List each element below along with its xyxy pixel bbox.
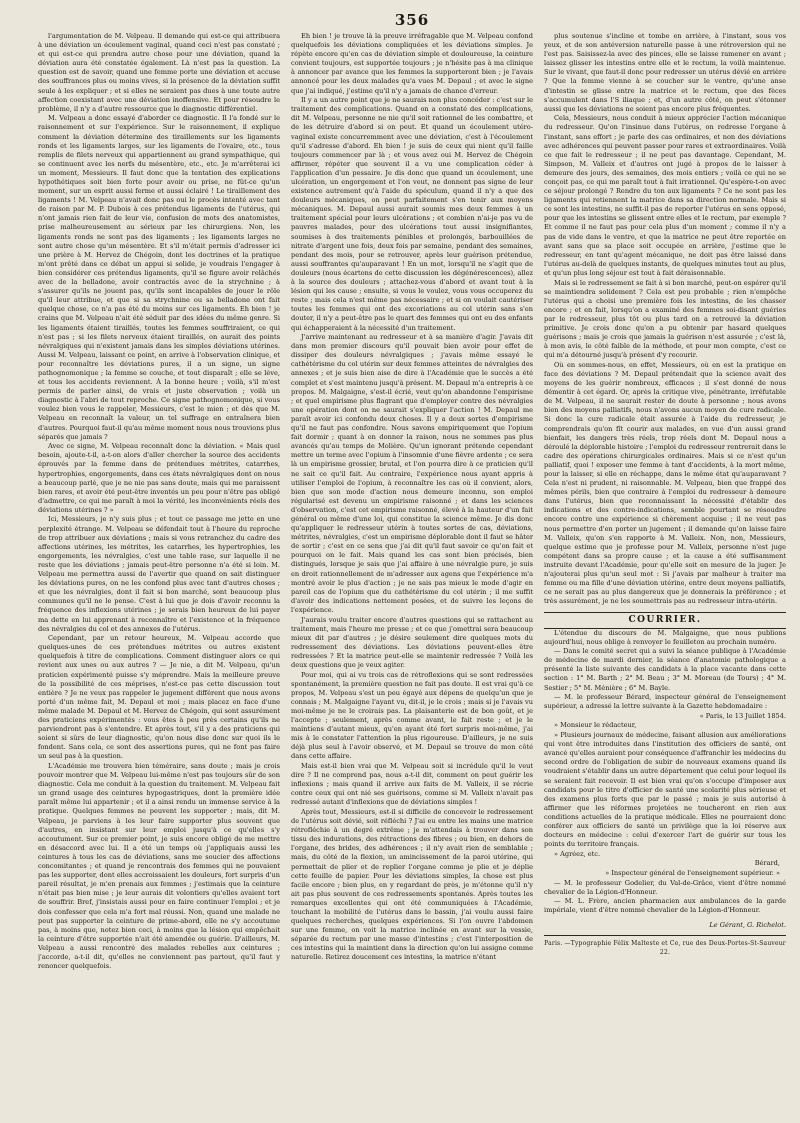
- paragraph: Mais est-il bien vrai que M. Velpeau soit si incrédule qu'il le veut dire ? Il ne comprend pas, nous a-t-il dit, comment on peut guérir les inflexions ; mais quand il arrive aux faits de M. Valleix, il se récrie contre ceux qui ont nié ses guérisons, comme si M. Valleix n'avait pas redressé autant d'inflexions que de déviations simples !: [291, 762, 533, 807]
- courrier-heading: COURRIER.: [544, 612, 786, 628]
- paragraph: Après tout, Messieurs, est-il si difficile de concevoir le redressement de l'utérus soit dévié, soit réfléchi ? J'ai eu entre les mains une matrice rétrofléchie à un degré extrême ; je m'attendais à trouver dans son tissu des indurations, des rétractions des fibres ; ou bien, en dehors de l'organe, des brides, des adhérences ; il n'y avait rien de semblable ; mais, du côté de la flexion, un amincissement de la paroi utérine, qui permettait de plier et de replier l'organe comme je plie et je déplie cette feuille de papier. Pour les déviations simples, la chose est plus facile encore ; bien plus, en y regardant de près, je m'étonne qu'il n'y ait pas plus souvent de ces redressements spontanés. Après toutes les remarques excellentes qui ont été communiquées à l'Académie, touchant la mobilité de l'utérus dans le bassin, j'ai voulu aussi faire quelques recherches, quelques expériences. Si l'on ouvre l'abdomen sur une femme, on voit la matrice inclinée en avant sur la vessie, séparée du rectum par une masse d'intestins ; c'est l'interposition de ces intestins qui la maintient dans la direction qu'on lui assigne comme naturelle. Retirez doucement ces intestins, la matrice n'étant: [291, 807, 533, 962]
- letter-closing: » Agréez, etc.: [554, 849, 601, 858]
- paragraph: J'aurais voulu traiter encore d'autres questions qui se rattachent au traitement, mais l'heure me presse ; et ce que j'omettrai sera beaucoup mieux dit par d'autres ; je désire seulement dire quelques mots du redressement des déviations. Les déviations peuvent-elles être redressées ? Et la matrice peut-elle se maintenir redressée ? Voilà les deux questions que je veux agiter.: [291, 615, 533, 669]
- printer-imprint: Paris. —Typographie Félix Malteste et Ce, rue des Deux-Portes-St-Sauveur 22.: [544, 935, 786, 957]
- paragraph: Où en sommes-nous, en effet, Messieurs, où en est la pratique en face des déviations ? M. Depaul prétendait que la science avait des moyens de les guérir nombreux, efficaces ; il s'est donné de nous démentir à cet égard. Or, après la critique vive, pénétrante, irréfutable de M. Velpeau, il ne saurait rester de doute à personne ; nous avons bien des moyens palliatifs, nous n'avons aucun moyen de cure radicale. Si donc la cure radicale était assurée à l'aide du redresseur, je comprendrais qu'on fît courir aux malades, en vue d'un aussi grand bienfait, les dangers très réels, trop réels dont M. Depaul nous a déroulé la déplorable histoire ; l'emploi du redresseur rentrerait dans le cadre des opérations chirurgicales ordinaires. Mais si ce n'est qu'un palliatif, quoi ! exposer une femme à tant d'accidents, à la mort même, pour la laisser, si elle en réchappe, dans le même état qu'auparavant ? Cela n'est ni prudent, ni raisonnable. M. Velpeau, bien que frappé des mêmes périls, bien que contraire à l'emploi du redresseur à demeure dans l'utérus, bien que reconnaissant la nécessité d'établir des indications et des contre-indications, semble pourtant se résoudre encore contre une expérience si chèrement acquise ; il ne veut pas nous permettre d'en porter un jugement ; il demande qu'on laisse faire M. Valleix, qu'on s'en rapporte à M. Valleix. Non, non, Messieurs, quelque estime que je professe pour M. Valleix, personne n'est juge compétent dans sa propre cause ; et la cause a été suffisamment instruite devant l'Académie, pour qu'elle soit en mesure de la juger. Je n'ajouterai plus qu'un seul mot : Si j'avais par malheur à traiter ma femme ou ma fille d'une déviation utérine, entre deux moyens palliatifs, ce ne serait pas au plus dangereux que je donnerais la préférence ; et très assurément, je ne les soumettrais pas au redresseur intra-utérin.: [544, 360, 786, 606]
- column-right: [544, 32, 786, 1117]
- paragraph: J'arrive maintenant au redresseur et à sa manière d'agir. J'avais dit dans mon premier discours qu'il pouvait bien avoir pour effet de dissiper des douleurs névralgiques ; j'avais même essayé le cathétérisme du col utérin sur deux femmes atteintes de névralgies des annexes ; et je suis bien aise de dire à l'Académie que le succès a été complet et s'est maintenu jusqu'à présent. M. Depaul m'a entrepris à ce propos. M. Malgaigne, s'est-il écrié, veut qu'on abandonne l'empirisme ; et quel empirisme plus flagrant que d'employer contre des névralgies une opération dont on ne saurait s'expliquer l'action ! M. Depaul me paraît avoir ici confondu deux choses. Il y a deux sortes d'empirisme qu'il ne faut pas confondre. Nous savons empiriquement que l'opium fait dormir ; quant à en donner la raison, nous ne sommes pas plus avancés qu'au temps de Molière. Qu'un ignorant prétende cependant mettre un terme avec l'opium à l'insomnie d'une fièvre ardente ; ce sera là un empirisme grossier, brutal, et l'on pourra dire à ce praticien qu'il ne sait ce qu'il fait. Au contraire, l'expérience nous ayant appris à utiliser l'emploi de l'opium, à reconnaître les cas où il convient, alors, bien que son mode d'action nous demeure inconnu, son emploi régularisé est devenu un empirisme raisonné ; et dans les sciences d'observation, c'est cet empirisme raisonné, élevé à la hauteur d'un fait général ou même d'une loi, qui constitue la science même. Je dis donc qu'appliquer le redresseur utérin à toutes sortes de cas, déviations, métrites, névralgies, c'est un empirisme déplorable dont il faut se hâter de sortir ; c'est en ce sens que j'ai dit qu'il faut savoir ce qu'on fait et pourquoi on le fait. Mais quand les cas sont bien précisés, bien distingués, lorsque je sais que j'ai affaire à une névralgie pure, je suis en droit rationnellement de m'adresser aux agens que l'expérience m'a montré avoir le plus d'action ; je ne sais pas mieux le mode d'agir en pareil cas de l'opium que du cathétérisme du col utérin ; il me suffit d'avoir des indications nettement posées, et de suivre les leçons de l'expérience.: [291, 333, 533, 614]
- column-left: [38, 32, 280, 1117]
- column-middle: [291, 32, 533, 1117]
- courrier-paragraph: — M. le professeur Bérard, inspecteur général de l'enseignement supérieur, a adressé la lettre suivante à la Gazette hebdomadaire :: [544, 693, 786, 711]
- paragraph: Mais si le redressement se fait à si bon marché, peut-on espérer qu'il se maintiendra solidement ? Cela est peu probable ; rien n'empêche l'utérus qui a choisi une première fois les intestins, de les chasser encore ; et en fait, lorsqu'on a examiné des femmes soi-disant guéries par le redresseur, plus tôt ou plus tard on a retrouvé la déviation primitive. Je crois donc qu'on a pu obtenir par hasard quelques guérisons ; mais je crois que jamais la guérison n'est assurée ; c'est là, à mon avis, le côté faible de la méthode, et pour mon compte, c'est ce qui m'a détourné jusqu'à présent d'y recourir.: [544, 278, 786, 360]
- paragraph: Avec ce signe, M. Velpeau reconnaît donc la déviation. « Mais quel besoin, ajoute-t-il, a-t-on alors d'aller chercher la source des accidents éprouvés par la femme dans de prétendues métrites, catarrhes, hypertrophies, engorgements, dans ces états névralgiques dont on nous a beaucoup parlé, que je ne nie pas sans doute, mais qui me paraissent bien rares, et avoir été peut-être inventés un peu pour n'être pas obligé d'admettre, ce qui me paraît à moi la vérité, les inconvénients réels des déviations utérines ? »: [38, 442, 280, 514]
- paragraph: Pour moi, qui ai vu trois cas de rétroflexions qui se sont redressées spontanément, la première question ne fait pas doute. Il est vrai qu'à ce propos, M. Velpeau s'est un peu égayé aux dépens de quelqu'un que je connais ; M. Malgaigne l'ayant vu, dit-il, je le crois ; mais si je l'avais vu moi-même je ne le croirais pas. La plaisanterie est de bon goût, et je l'accepte ; seulement, après comme avant, le fait reste ; et je le maintiens d'autant mieux, qu'en ayant été fort surpris moi-même, j'ai mis à le constater l'attention la plus rigoureuse. D'ailleurs, je ne suis déjà plus seul à l'avoir observé, et M. Depaul se trouve de mon côté dans cette affaire.: [291, 670, 533, 761]
- paragraph: L'Académie me trouvera bien téméraire, sans doute ; mais je crois pouvoir montrer que M. Velpeau lui-même n'est pas toujours sûr de son diagnostic. Cela me conduit à la question du traitement. M. Velpeau fait un grand usage des ceintures hypogastriques, dont la première idée paraît même lui appartenir ; et il a ainsi rendu un immense service à la pratique. Quelques femmes ne peuvent les supporter ; mais, dit M. Velpeau, je parviens à les leur faire supporter plus souvent que d'autres, en insistant sur leur emploi jusqu'à ce qu'elles s'y accoutument. Sur ce premier point, je suis encore obligé de me mettre en désaccord avec lui. Il a été un temps où j'appliquais aussi les ceintures à tous les cas de déviations, sans me soucier des affections concomitantes ; et quand je rencontrais des femmes qui ne pouvaient pas les supporter, dont elles accroissaient les douleurs, fort surpris d'un pareil résultat, je m'en prenais aux femmes ; j'estimais que la ceinture n'était pas bien mise ; je leur aurais dit volontiers qu'elles avaient tort de souffrir. Bref, j'insistais aussi pour en faire continuer l'emploi ; et je dois confesser que cela m'a fort mal réussi. Non, quand une malade ne peut pas supporter la ceinture de prime-abord, elle ne s'y accoutume pas, à moins que, notez bien ceci, à moins que la lésion qui empêchait la ceinture d'être supportée n'ait été amendée ou guérie. D'ailleurs, M. Velpeau a aussi rencontré des malades rebelles aux ceintures ; j'accorde, a-t-il dit, qu'elles ne conviennent pas partout, qu'il faut y renoncer quelquefois.: [38, 762, 280, 971]
- letter-title: » Inspecteur général de l'enseignement supérieur. »: [605, 868, 780, 877]
- paragraph: Eh bien ! je trouve là la preuve irréfragable que M. Velpeau confond quelquefois les déviations compliquées et les déviations simples. Je répète encore qu'en cas de déviation simple et douloureuse, la ceinture convient toujours, est supportée toujours ; je n'hésite pas à ma clinique à annoncer par avance que les femmes la supporteront bien ; je l'avais annoncé pour les deux malades qu'a vues M. Depaul ; et avec le signe que j'ai indiqué, j'estime qu'il n'y a jamais de chance d'erreur.: [291, 32, 533, 95]
- courrier-intro: L'étendue du discours de M. Malgaigne, que nous publions aujourd'hui, nous oblige à renvoyer le feuilleton au prochain numéro.: [544, 628, 786, 646]
- letter-body: » Plusieurs journaux de médecine, faisant allusion aux améliorations qui vont être introduites dans l'institution des officiers de santé, ont avancé qu'elles auraient pour conséquence d'affranchir les médecins du second ordre de l'obligation de subir de nouveaux examens quand ils voudraient s'établir dans un autre département que celui pour lequel ils se seraient fait recevoir. Il est bien vrai qu'on s'occupe d'imposer aux candidats pour le titre d'officier de santé une scolarité plus sérieuse et des examens plus forts que par le passé ; mais je suis autorisé à affirmer que les réformes projetées ne toucheront en rien aux conditions actuelles de la pratique médicale. Elles ne pourraient donc conférer aux officiers de santé un privilège que la loi réserve aux docteurs en médecine : celui d'exercer l'art de guérir sur tous les points du territoire français.: [544, 731, 786, 849]
- letter-salutation: » Monsieur le rédacteur,: [554, 721, 637, 730]
- paragraph: l'argumentation de M. Velpeau. Il demande qui est-ce qui attribuera à une déviation un écoulement vaginal, quand ceci n'est pas constaté ; et qui est-ce qui prendra autre chose pour une déviation, quand la déviation aura été constatée également. Là n'est pas la question. La question est de savoir, quand une femme porte une déviation et accuse des souffrances plus ou moins vives, si la présence de la déviation suffit seule à les expliquer ; et si elles ne seraient pas dues à une toute autre affection coexistant avec une déviation inoffensive. Et pour résoudre le problème, il n'y a d'autre ressource que le diagnostic différentiel.: [38, 32, 280, 113]
- gerant-signature: Le Gérant, G. Richelot.: [709, 921, 786, 930]
- note: — M. le professeur Godelier, du Val-de-Grâce, vient d'être nommé chevalier de la Légion-d'Honneur.: [544, 878, 786, 896]
- text-columns: [38, 32, 786, 1117]
- letter-date: « Paris, le 13 Juillet 1854.: [699, 711, 786, 720]
- letter-signature: Bérard,: [754, 859, 780, 868]
- paragraph: Ici, Messieurs, je n'y suis plus ; et tout ce passage me jette en une perplexité étrange. M. Velpeau se défendait tout à l'heure du reproche de trop attribuer aux déviations ; mais si vous retranchez du cadre des affections utérines, les métrites, les catarrhes, les hypertrophies, les engorgements, les névralgies, c'est une table rase, sur laquelle il ne reste que les déviations ; jamais peut-être personne n'a été si loin. M. Velpeau me permettra aussi de l'avertir que quand on sait distinguer les déviations pures, on ne les confond plus avec tant d'autres choses ; et que les névralgies, dont il fait si bon marché, sont beaucoup plus communes qu'il ne le pense. C'est à lui que je dois d'avoir reconnu la fréquence des inflexions utérines ; je serais bien heureux de lui payer ma dette en lui apprenant à reconnaître et l'existence et la fréquence des névralgies du col et des annexes de l'utérus.: [38, 515, 280, 633]
- courrier-paragraph: — Dans le comité secret qui a suivi la séance publique à l'Académie de médecine de mardi dernier, la séance d'anatomie pathologique a présenté la liste suivante des candidats à la place vacante dans cette section : 1° M. Barth ; 2° M. Beau ; 3° M. Moreau (de Tours) ; 4° M. Sestier ; 5° M. Ménière ; 6° M. Bayle.: [544, 647, 786, 692]
- paragraph: Cependant, par un retour heureux, M. Velpeau accorde que quelques-unes de ces prétendues métrites ou autres existent quelquefois à titre de complications. Comment distinguer alors ce qui revient aux unes ou aux autres ? — Je nie, a dit M. Velpeau, qu'un praticien expérimenté puisse s'y méprendre. Mais la meilleure preuve de la possibilité de ces méprises, n'est-ce pas cette discussion tout entière ? Je ne veux pas rappeler le jugement différent que nous avons porté d'un même fait, M. Depaul et moi ; mais placez en face d'une même malade M. Depaul et M. Hervez de Chégoin, qui sont assurément des praticiens expérimentés : vous êtes à peu près certains qu'ils ne parviendront pas à s'entendre. Et après tout, s'il y a des praticiens qui soient si sûrs de leur diagnostic, qu'on nous dise donc sur quoi ils le fondent. Sans cela, ce sont des assertions pures, qui ne font pas faire un seul pas à la question.: [38, 634, 280, 761]
- note: — M. L. Frère, ancien pharmacien aux ambulances de la garde impériale, vient d'être nommé chevalier de la Légion-d'Honneur.: [544, 897, 786, 915]
- paragraph: Cela, Messieurs, nous conduit à mieux apprécier l'action mécanique du redresseur. Qu'on l'insinue dans l'utérus, on redresse l'organe à l'instant, sans effort ; je parle des cas ordinaires, et non des déviations avec adhérences qui peuvent passer pour rares et extraordinaires. Voilà ce que fait le redresseur ; il ne peut pas davantage. Cependant, M. Simpson, M. Valleix et d'autres ont jugé à propos de le laisser à demeure des jours, des semaines, des mois entiers ; voilà ce qui ne se conçoit pas, ce qui me paraît tout à fait irrationnel. Qu'espère-t-on avec ce séjour prolongé ? Rendre du ton aux ligaments ? Ce ne sont pas les ligaments qui retiennent la matrice dans sa direction normale. Mais si ce sont les intestins, ne suffit-il pas de reporter l'utérus en sens opposé, pour que les intestins se glissent entre elles et le rectum, par exemple ? Et comme il ne faut pas pour cela plus d'un moment ; comme il n'y a pas de vide dans le ventre, et que la matrice ne peut être reportée en avant sans que sa place soit occupée en arrière, j'estime que le redresseur, en tant qu'agent mécanique, ne doit pas être laissé dans l'utérus au-delà de quelques instants, de quelques minutes tout au plus, et qu'un plus long séjour est tout à fait déraisonnable.: [544, 114, 786, 277]
- paragraph: plus soutenue s'incline et tombe en arrière, à l'instant, sous vos yeux, et de son antéversion naturelle passe à une rétroversion qui ne l'est pas. Saisissez-la avec des pinces, elle se laisse ramener en avant ; laissez glisser les intestins entre elle et le rectum, la voilà maintenue. Sur le vivant, que faut-il donc pour redresser un utérus dévié en arrière ? Que la femme vienne à se coucher sur le ventre, qu'une anse d'intestin se glisse entre la matrice et le rectum, que des fèces s'accumulent dans l'S iliaque ; et, d'un autre côté, on peut s'étonner aussi que les déviations ne soient pas encore plus fréquentes.: [544, 32, 786, 113]
- page-number: 356: [394, 11, 430, 29]
- paragraph: Il y a un autre point que je ne saurais non plus concéder : c'est sur le traitement des complications. Quand on a constaté des complications, dit M. Velpeau, personne ne nie qu'il soit rationnel de les combattre, et de les détruire d'abord si on peut. Et quand un écoulement utéro-vaginal existe concurremment avec une déviation, c'est à l'écoulement qu'il s'adresse d'abord. Eh bien ! je suis de ceux qui nient qu'il faille toujours commencer par là ; et vous avez oui M. Hervez de Chégoin affirmer, répéter que souvent il a vu une complication céder à l'application d'un pessaire. Je dis donc que quand un écoulement, une ulcération, un engorgement et l'on veut, ne donnent pas signe de leur existence autrement qu'à l'aide du spéculum, quand il n'y a que des douleurs mécaniques, on peut parfaitement s'en tenir aux moyens mécaniques. M. Depaul aussi aurait soumis mes deux femmes à un traitement spécial pour leurs ulcérations ; et combien n'ai-je pas vu de pauvres malades, pour des ulcérations tout aussi insignifiantes, soumises à des traitements pénibles et prolongés, barbouillées de nitrate d'argent une fois, deux fois par semaine, pendant des semaines, pendant des mois, pour se retrouver, après leur guérison prétendue, aussi souffrantes qu'auparavant ! En un mot, lorsqu'il ne s'agit que de douleurs (nous écartons de cette discussion les dégénérescences), allez à la source des douleurs ; attachez-vous d'abord et avant tout à la lésion qui les cause ; ensuite, si vous le voulez, vous vous occuperez du reste ; mais cela n'est même pas nécessaire ; et si on voulait cautériser toutes les femmes qui ont des excoriations au col utérin sans s'en douter, il n'y a peut-être pas le quart des femmes qui ont eu des enfants qui échapperaient à la nécessité d'un traitement.: [291, 96, 533, 332]
- paragraph: M. Velpeau a donc essayé d'aborder ce diagnostic. Il l'a fondé sur le raisonnement et sur l'expérience. Sur le raisonnement, il explique comment la déviation détermine des tiraillements sur les ligaments ronds et les ligaments larges, sur les ligaments de l'ovaire, etc., tous remplis de filets nerveux qui appartiennent au grand sympathique, qui se continuent avec les nerfs du mésentère, etc., etc. Je m'arrêterai ici un moment, Messieurs. Il faut donc que la tentation des explications hypothétiques soit bien forte pour avoir ou prise, ne fût-ce qu'un moment, sur un esprit aussi ferme et aussi éclairé ! Le tiraillement des ligaments ! M. Velpeau n'avait donc pas oui le procès intenté avec tant de raison par M. P. Dubois à ces prétendus ligaments de l'utérus, qui n'ont jamais rien fait de leur vie, confusion de mots des anatomistes, prise malheureusement au sérieux par les chirurgiens. Non, les ligaments ronds ne sont pas des ligaments ; les ligaments larges ne sont autre chose qu'un mésentère. Et s'il m'était permis d'adresser ici une prière à M. Hervez de Chégoin, dont les doctrines et la pratique m'ont prêté dans ce débat un appui si solide, je voudrais l'engager à bien considérer ces prétendus ligaments, qu'il se figure avoir relâchés avec de la belladone, avoir contractés avec de la strychnine ; à s'assurer qu'ils ne jouent pas, qu'ils sont incapables de jouer le rôle qu'il leur attribue, et que si sa strychnine ou sa belladone ont fait quelque chose, ce n'a pas été du moins sur ces ligaments. Eh bien ! je crains que M. Velpeau n'ait été séduit par des idées du même genre. Si les ligaments étaient tiraillés, toutes les femmes souffriraient, ce qui n'est pas ; si les filets nerveux étaient tiraillés, on aurait des points névralgiques qui n'existent jamais dans les simples déviations utérines. Aussi M. Velpeau, laissant ce point, en arrive à l'observation clinique, et pour reconnaître les déviations pures, il a un signe, un signe pathognomonique ; la femme se couche, et tout disparaît ; elle se lève, et tous les accidents reviennent. À la bonne heure ; voilà, s'il m'est permis de parler ainsi, de vrais et juste observation ; voilà un diagnostic à l'abri de tout reproche. Ce signe pathognomonique, si vous voulez bien vous le rappeler, Messieurs, c'est le mien ; et dès que M. Velpeau en reconnaît la valeur, un tel suffrage en entraînera bien d'autres. Pourquoi faut-il qu'au même moment nous nous trouvions plus séparés que jamais ?: [38, 114, 280, 441]
